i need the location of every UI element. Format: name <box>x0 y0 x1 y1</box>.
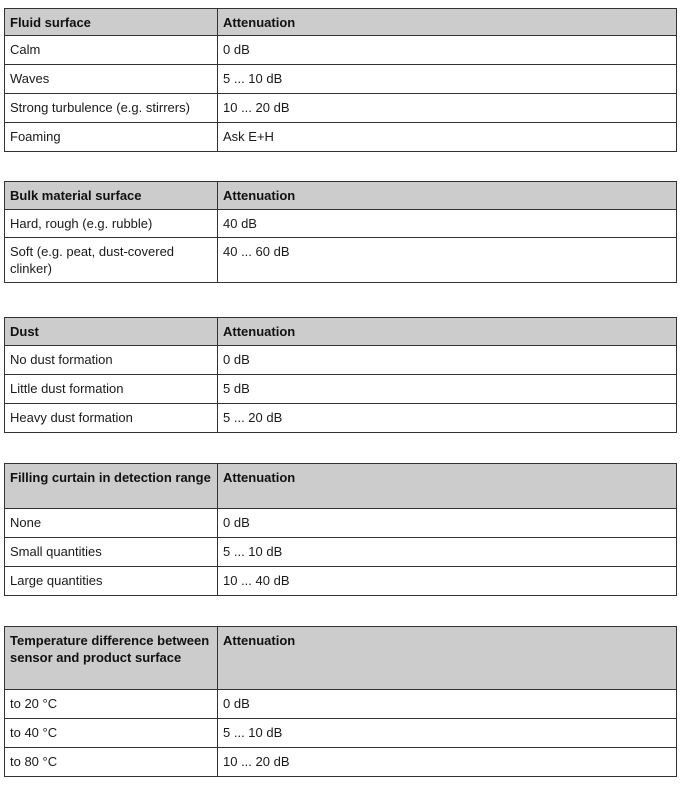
table-row <box>5 65 677 94</box>
table-row <box>5 375 677 404</box>
attenuation-cell: 5 ... 10 dB <box>218 65 677 94</box>
attenuation-cell: 0 dB <box>218 690 677 719</box>
table-row <box>5 210 677 238</box>
table-header-row <box>5 9 677 36</box>
table-header-row <box>5 182 677 210</box>
attenuation-cell: 40 ... 60 dB <box>218 238 677 283</box>
attenuation-cell: 5 ... 10 dB <box>218 719 677 748</box>
attenuation-cell: 10 ... 40 dB <box>218 567 677 596</box>
table-row <box>5 123 677 152</box>
condition-cell: to 80 °C <box>5 748 218 777</box>
condition-cell: Soft (e.g. peat, dust-covered clinker) <box>5 238 218 283</box>
column-header-condition: Bulk material surface <box>5 182 218 210</box>
attenuation-cell: 40 dB <box>218 210 677 238</box>
table-row <box>5 238 677 283</box>
attenuation-cell: 0 dB <box>218 509 677 538</box>
table-header-row <box>5 627 677 690</box>
condition-cell: Little dust formation <box>5 375 218 404</box>
condition-cell: None <box>5 509 218 538</box>
table-row <box>5 36 677 65</box>
column-header-attenuation: Attenuation <box>218 627 677 690</box>
condition-cell: Foaming <box>5 123 218 152</box>
column-header-condition: Dust <box>5 318 218 346</box>
table-row <box>5 567 677 596</box>
attenuation-cell: 5 dB <box>218 375 677 404</box>
table-row <box>5 690 677 719</box>
table-row <box>5 538 677 567</box>
condition-cell: Heavy dust formation <box>5 404 218 433</box>
condition-cell: to 40 °C <box>5 719 218 748</box>
column-header-attenuation: Attenuation <box>218 464 677 509</box>
table-header-row <box>5 464 677 509</box>
condition-cell: Hard, rough (e.g. rubble) <box>5 210 218 238</box>
attenuation-cell: 5 ... 10 dB <box>218 538 677 567</box>
condition-cell: Large quantities <box>5 567 218 596</box>
table-row <box>5 719 677 748</box>
column-header-attenuation: Attenuation <box>218 9 677 36</box>
condition-cell: Calm <box>5 36 218 65</box>
attenuation-cell: 10 ... 20 dB <box>218 94 677 123</box>
condition-cell: No dust formation <box>5 346 218 375</box>
filling-curtain-table <box>4 463 677 596</box>
table-header-row <box>5 318 677 346</box>
table-row <box>5 404 677 433</box>
bulk-material-surface-table <box>4 181 677 283</box>
table-row <box>5 748 677 777</box>
attenuation-cell: 5 ... 20 dB <box>218 404 677 433</box>
fluid-surface-table <box>4 8 677 152</box>
condition-cell: Small quantities <box>5 538 218 567</box>
column-header-attenuation: Attenuation <box>218 318 677 346</box>
table-row <box>5 94 677 123</box>
condition-cell: Waves <box>5 65 218 94</box>
attenuation-cell: 0 dB <box>218 36 677 65</box>
dust-table <box>4 317 677 433</box>
attenuation-cell: 0 dB <box>218 346 677 375</box>
column-header-condition: Filling curtain in detection range <box>5 464 218 509</box>
condition-cell: to 20 °C <box>5 690 218 719</box>
temperature-difference-table <box>4 626 677 777</box>
column-header-attenuation: Attenuation <box>218 182 677 210</box>
attenuation-cell: 10 ... 20 dB <box>218 748 677 777</box>
attenuation-cell: Ask E+H <box>218 123 677 152</box>
column-header-condition: Temperature difference between sensor and product surface <box>5 627 218 690</box>
table-row <box>5 346 677 375</box>
table-row <box>5 509 677 538</box>
condition-cell: Strong turbulence (e.g. stirrers) <box>5 94 218 123</box>
column-header-condition: Fluid surface <box>5 9 218 36</box>
